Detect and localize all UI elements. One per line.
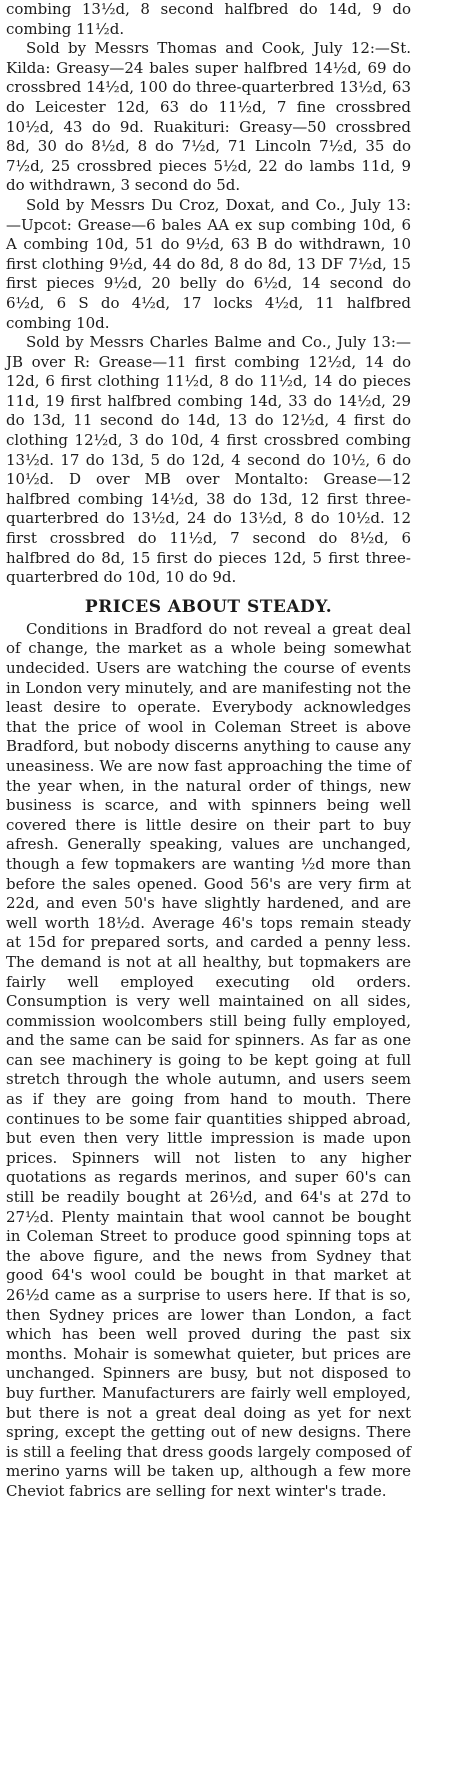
sales-report-du-croz-doxat: Sold by Messrs Du Croz, Doxat, and Co., July 13:—Upcot: Grease—6 bales AA ex sup combing 10d, 6 A combing 10d, 51 do 9½d, 63 B do withdrawn, 10 first clothing 9½d, 44 do 8d, 8 do 8d, 13 DF 7½d, 15 first pieces 9½d, 20 belly do 6½d, 14 second do 6½d, 6 S do 4½d, 17 locks 4½d, 11 halfbred combing 10d. bbox=[6, 195, 411, 332]
sales-continuation-paragraph: combing 13½d, 8 second halfbred do 14d, 9 do combing 11½d. bbox=[6, 0, 411, 38]
sales-report-charles-balme: Sold by Messrs Charles Balme and Co., July 13:—JB over R: Grease—11 first combing 12½d, 14 do 12d, 6 first clothing 11½d, 8 do 11½d, 14 do pieces 11d, 19 first halfbred combing 14d, 33 do 14½d, 29 do 13d, 11 second do 14d, 13 do 12½d, 4 first do clothing 12½d, 3 do 10d, 4 first crossbred combing 13½d. 17 do 13d, 5 do 12d, 4 second do 10½, 6 do 10½d. D over MB over Montalto: Grease—12 halfbred combing 14½d, 38 do 13d, 12 first three-quarterbred do 13½d, 24 do 13½d, 8 do 10½d. 12 first crossbred do 11½d, 7 second do 8½d, 6 halfbred do 8d, 15 first do pieces 12d, 5 first three-quarterbred do 10d, 10 do 9d. bbox=[6, 333, 411, 587]
article-heading: PRICES ABOUT STEADY. bbox=[84, 596, 333, 617]
sales-report-thomas-cook: Sold by Messrs Thomas and Cook, July 12:—St. Kilda: Greasy—24 bales super halfbred 14½d, 69 do crossbred 14½d, 100 do three-quarterbred 13½d, 63 do Leicester 12d, 63 do 11½d, 7 fine crossbred 10½d, 43 do 9d. Ruakituri: Greasy—50 crossbred 8d, 30 do 8½d, 8 do 7½d, 71 Lincoln 7½d, 35 do 7½d, 25 crossbred pieces 5½d, 22 do lambs 11d, 9 do withdrawn, 3 second do 5d. bbox=[6, 39, 411, 195]
article-body: Conditions in Bradford do not reveal a great deal of change, the market as a whole being somewhat undecided. Users are watching the course of events in London very minutely, and are manifesting not the least desire to operate. Everybody acknowledges that the price of wool in Coleman Street is above Bradford, but nobody discerns anything to cause any uneasiness. We are now fast approaching the time of the year when, in the natural order of things, new business is scarce, and with spinners being well covered there is little desire on their part to buy afresh. Generally speaking, values are unchanged, though a few topmakers are wanting ½d more than before the sales opened. Good 56's are very firm at 22d, and even 50's have slightly hardened, and are well worth 18½d. Average 46's tops remain steady at 15d for prepared sorts, and carded a penny less. The demand is not at all healthy, but topmakers are fairly well employed executing old orders. Consumption is very well maintained on all sides, commission woolcombers still being fully employed, and the same can be said for spinners. As far as one can see machinery is going to be kept going at full stretch through the whole autumn, and users seem as if they are going from hand to mouth. There continues to be some fair quantities shipped abroad, but even then very little impression is made upon prices. Spinners will not listen to any higher quotations as regards merinos, and super 60's can still be readily bought at 26½d, and 64's at 27d to 27½d. Plenty maintain that wool cannot be bought in Coleman Street to produce good spinning tops at the above figure, and the news from Sydney that good 64's wool could be bought in that market at 26½d came as a surprise to users here. If that is so, then Sydney prices are lower than London, a fact which has been well proved during the past six months. Mohair is somewhat quieter, but prices are unchanged. Spinners are busy, but not disposed to buy further. Manufacturers are fairly well employed, but there is not a great deal doing as yet for next spring, except the getting out of new designs. There is still a feeling that dress goods largely composed of merino yarns will be taken up, although a few more Cheviot fabrics are selling for next winter's trade. bbox=[6, 619, 412, 1500]
